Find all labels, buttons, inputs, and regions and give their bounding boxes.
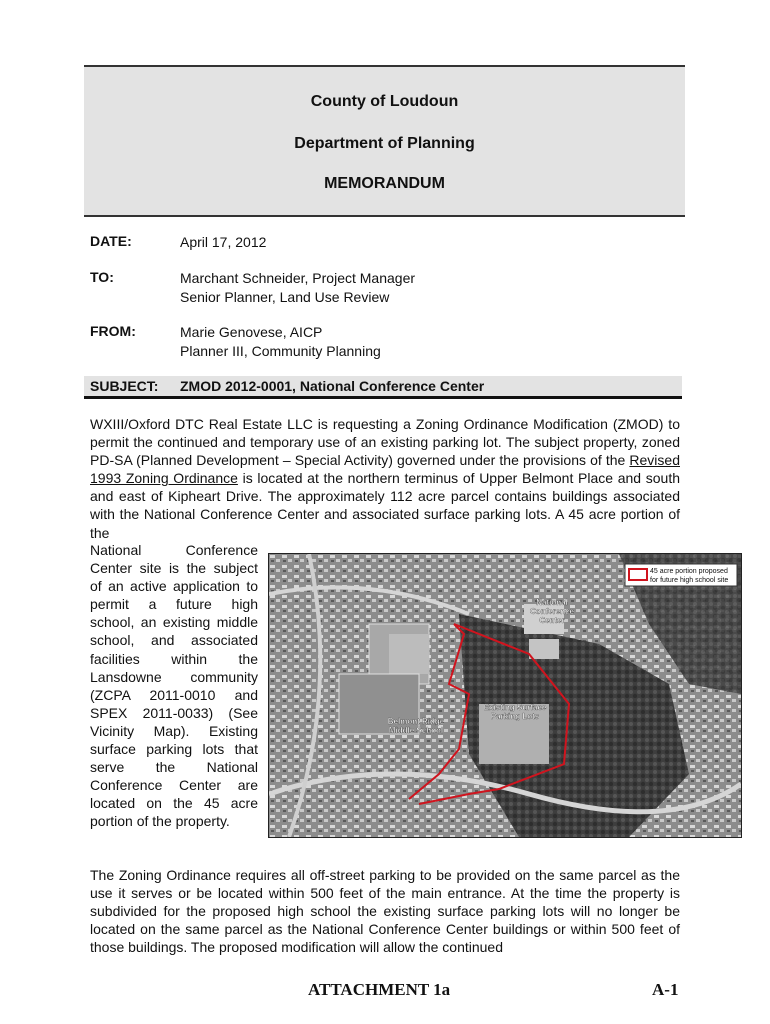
legend-line-1: 45 acre portion proposed	[650, 568, 728, 575]
paragraph-1-start: WXIII/Oxford DTC Real Estate LLC is requesting a Zoning Ordinance Modification (ZMOD) to permit the continued and temporary use of an existing parking lot. The subject property, zoned PD-SA (Planned Development – Special Activity) governed under the provisions of the	[90, 416, 680, 469]
map-label-ncc-1: National	[536, 598, 568, 607]
map-label-ncc-3: Center	[539, 616, 565, 625]
zoning-ordinance-link[interactable]: Revised 1993 Zoning Ordinance	[90, 452, 680, 487]
map-label-lots-2: Parking Lots	[490, 712, 540, 721]
paragraph-1-end: is located at the northern terminus of Upper Belmont Place and south and east of Kipheart Drive. The approximately 112 acre parcel contains buildings associated with the National Conference Center and associated surface parking lots. A 45 acre portion of the	[90, 470, 681, 541]
document-type: MEMORANDUM	[324, 175, 445, 192]
memo-header	[84, 65, 685, 217]
attachment-label: ATTACHMENT 1a	[308, 980, 451, 999]
vicinity-map	[268, 553, 742, 838]
side-paragraph: National Conference Center site is the subject of an active application to permit a future high school, an existing middle school, and associated facilities within the Lansdowne community (ZCPA 2011-0010 and SPEX 2011-0033) (See Vicinity Map). Existing surface parking lots that serve the National Conference Center are located on the 45 acre portion of the property.	[90, 542, 258, 830]
to-label: TO:	[90, 269, 114, 285]
subject-label: SUBJECT:	[90, 378, 159, 394]
date-value: April 17, 2012	[180, 234, 267, 250]
department-title: Department of Planning	[294, 135, 475, 152]
to-line-2: Senior Planner, Land Use Review	[180, 289, 390, 305]
subject-value: ZMOD 2012-0001, National Conference Center	[180, 378, 485, 394]
map-label-lots-1: Existing Surface	[483, 703, 547, 712]
map-label-ncc-2: Conference	[529, 607, 575, 616]
from-sender	[180, 323, 381, 361]
to-recipient	[180, 269, 415, 307]
county-title: County of Loudoun	[310, 93, 459, 110]
map-label-school-2: Middle School	[388, 726, 444, 735]
paragraph-2: The Zoning Ordinance requires all off-street parking to be provided on the same parcel as the use it serves or be located within 500 feet of the main entrance. At the time the property is subdivided for the proposed high school the existing surface parking lots will no longer be located on the same parcel as the National Conference Center buildings or within 500 feet of those buildings. The proposed modification will allow the continued	[90, 867, 680, 956]
legend-line-2: for future high school site	[650, 577, 729, 584]
from-label: FROM:	[90, 323, 136, 339]
page-number: A-1	[652, 980, 679, 999]
map-label-school-1: Belmont Ridge	[387, 717, 445, 726]
subject-bar	[84, 376, 682, 399]
paragraph-1	[90, 415, 680, 542]
from-line-2: Planner III, Community Planning	[180, 343, 381, 359]
aerial-map-image	[269, 554, 741, 837]
from-line-1: Marie Genovese, AICP	[180, 324, 323, 340]
date-label: DATE:	[90, 233, 132, 249]
to-line-1: Marchant Schneider, Project Manager	[180, 270, 416, 286]
